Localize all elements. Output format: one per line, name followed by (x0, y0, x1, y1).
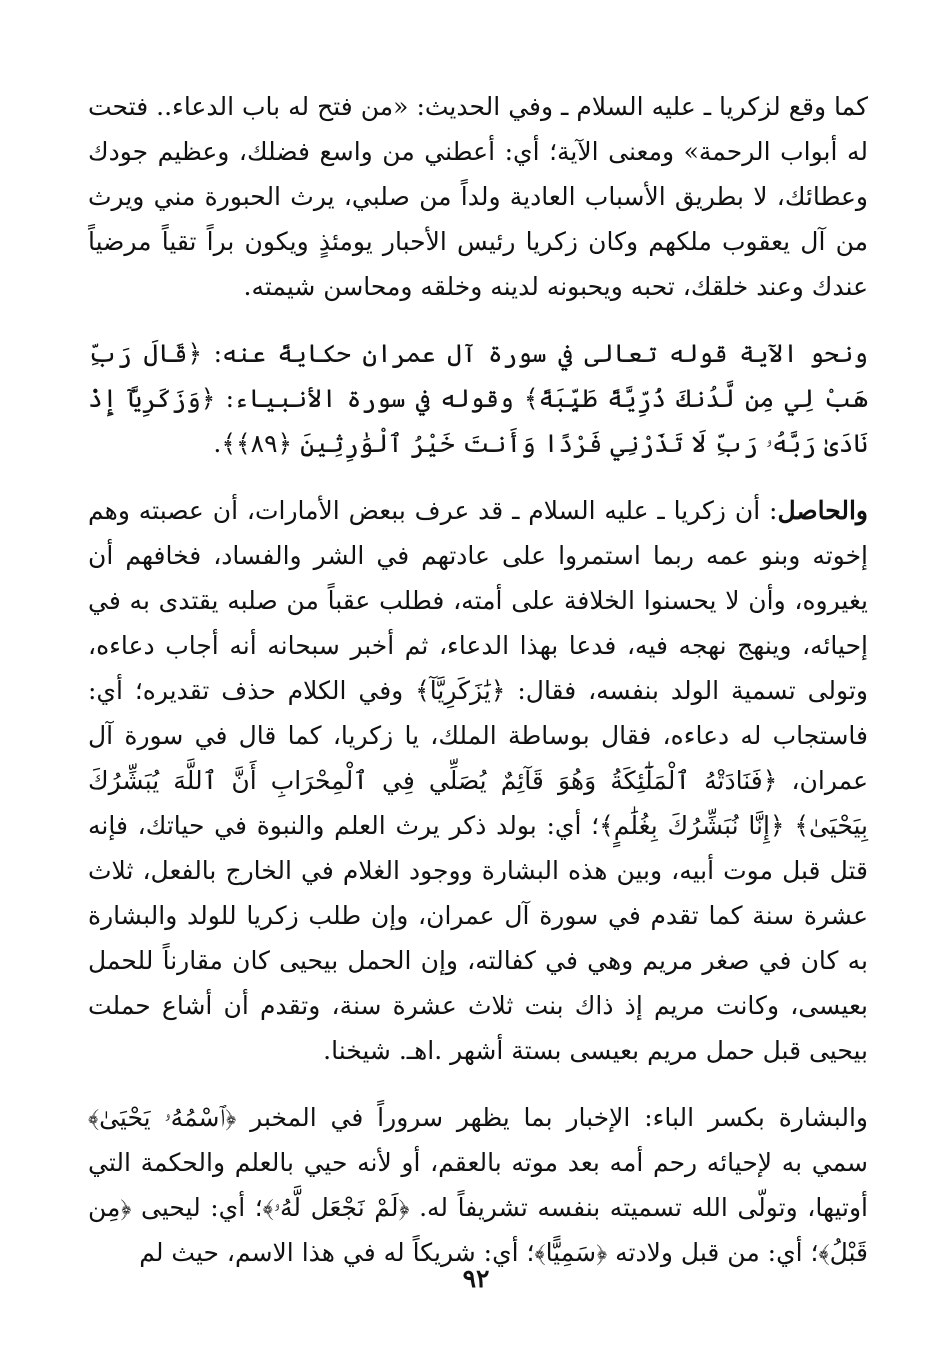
paragraph-4 (88, 1095, 868, 1275)
paragraph-3 (88, 488, 868, 1073)
paragraph-1 (88, 84, 868, 309)
paragraph-lead: والحاصل (777, 496, 868, 525)
paragraph-text: ونحو الآية قوله تعالى في سورة آل عمران حكايةً عنه: ﴿قَالَ رَبِّ هَبْ لِي مِن لَّدُنكَ ذُرِّيَّةً طَيِّبَةً﴾ وقوله في سورة الأنبياء: ﴿وَزَكَرِيَّآ إِذْ نَادَىٰ رَبَّهُۥ رَبِّ لَا تَذَرْنِي فَرْدًا وَأَنتَ خَيْرُ ٱلْوَٰرِثِينَ ﴿٨٩﴾﴾. (88, 339, 868, 458)
paragraph-2 (88, 331, 868, 466)
paragraph-text: كما وقع لزكريا ـ عليه السلام ـ وفي الحديث: «من فتح له باب الدعاء.. فتحت له أبواب الرحمة» ومعنى الآية؛ أي: أعطني من واسع فضلك، وعظيم جودك وعطائك، لا بطريق الأسباب العادية ولداً من صلبي، يرث الحبورة مني ويرث من آل يعقوب ملكهم وكان زكريا رئيس الأحبار يومئذٍ ويكون براً تقياً مرضياً عندك وعند خلقك، تحبه ويحبونه لدينه وخلقه ومحاسن شيمته. (88, 92, 868, 301)
page-number: ٩٢ (462, 1264, 490, 1293)
page-body (88, 84, 868, 1275)
paragraph-text: والبشارة بكسر الباء: الإخبار بما يظهر سروراً في المخبر ﴿ٱسْمُهُۥ يَحْيَىٰ﴾ سمي به لإحيائه رحم أمه بعد موته بالعقم، أو لأنه حيي بالعلم والحكمة التي أوتيها، وتولّى الله تسميته بنفسه تشريفاً له. ﴿لَمْ نَجْعَل لَّهُۥ﴾؛ أي: ليحيى ﴿مِن قَبْلُ﴾؛ أي: من قبل ولادته ﴿سَمِيًّا﴾؛ أي: شريكاً له في هذا الاسم، حيث لم (88, 1103, 868, 1267)
paragraph-text: : أن زكريا ـ عليه السلام ـ قد عرف ببعض الأمارات، أن عصبته وهم إخوته وبنو عمه ربما استمروا على عادتهم في الشر والفساد، فخافهم أن يغيروه، وأن لا يحسنوا الخلافة على أمته، فطلب عقباً من صلبه يقتدى به في إحيائه، وينهج نهجه فيه، فدعا بهذا الدعاء، ثم أخبر سبحانه أنه أجاب دعاءه، وتولى تسمية الولد بنفسه، فقال: ﴿يَٰزَكَرِيَّآ﴾ وفي الكلام حذف تقديره؛ أي: فاستجاب له دعاءه، فقال بوساطة الملك، يا زكريا، كما قال في سورة آل عمران، ﴿فَنَادَتْهُ ٱلْمَلَٰٓئِكَةُ وَهُوَ قَآئِمٌ يُصَلِّي فِي ٱلْمِحْرَابِ أَنَّ ٱللَّهَ يُبَشِّرُكَ بِيَحْيَىٰ﴾ ﴿إِنَّا نُبَشِّرُكَ بِغُلَٰمٍ﴾؛ أي: بولد ذكر يرث العلم والنبوة في حياتك، فإنه قتل قبل موت أبيه، وبين هذه البشارة ووجود الغلام في الخارج بالفعل، ثلاث عشرة سنة كما تقدم في سورة آل عمران، وإن طلب زكريا للولد والبشارة به كان في صغر مريم وهي في كفالته، وإن الحمل بيحيى كان مقارناً للحمل بعيسى، وكانت مريم إذ ذاك بنت ثلاث عشرة سنة، وتقدم أن أشاع حملت بيحيى قبل حمل مريم بعيسى بستة أشهر .اهـ. شيخنا. (88, 496, 868, 1065)
